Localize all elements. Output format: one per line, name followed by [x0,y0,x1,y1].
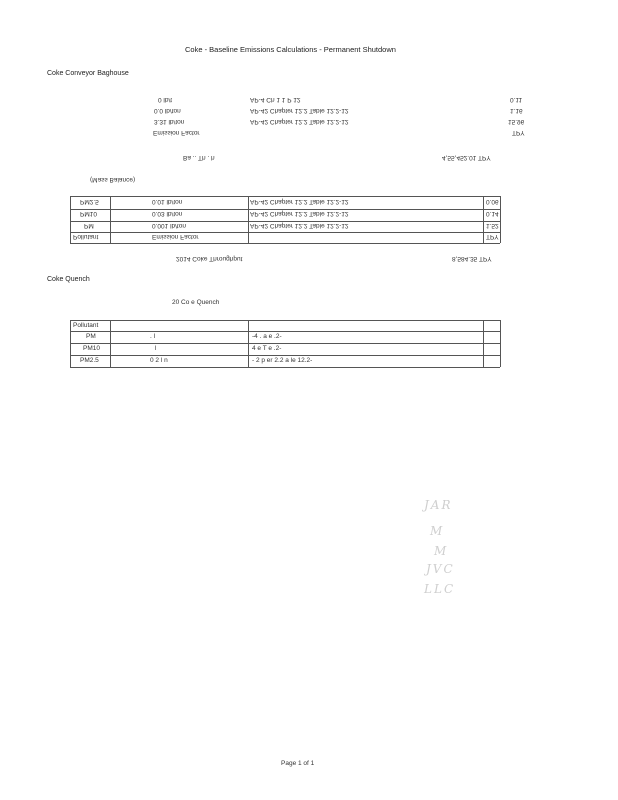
initials-line-4: JVC [426,562,455,576]
initials-line-2: M [430,524,445,538]
bh-header-pollutant: Pollutant [73,233,99,240]
bh-row-pollutant-2: PM2.5 [80,198,99,205]
initials-line-5: LLC [424,582,456,596]
upper-result-0: 0.11 [510,96,523,103]
baseline-throughput-value: 4,55,452.01 TPY [442,154,491,161]
bh-row-ref-2: AP-42 Chapter 12.2 Table 12.2-12 [250,198,349,205]
quench-heading: Coke Quench [47,276,90,283]
upper-ref-0: AP-4 Ch 1 1 P 12 [250,96,301,103]
page-number: Page 1 of 1 [281,760,315,767]
quench-row-ref-1: 4 e T e .2- [252,345,282,352]
upper-ref-1: AP-42 Chapter 12.2 Table 12.2-12 [250,107,349,114]
quench-row-factor-2: 0 2 l n [150,357,168,364]
upper-factor-2: 3.31 lb/ton [154,118,185,125]
bh-row-ref-1: AP-42 Chapter 12.2 Table 12.2-12 [250,210,349,217]
bh-row-result-0: 1.52 [486,222,499,229]
upper-result-1: 1.16 [510,107,523,114]
bh-header-factor: Emission Factor [152,233,199,240]
baghouse-heading: Coke Conveyor Baghouse [47,70,129,77]
quench-header-pollutant: Pollutant [73,322,99,329]
coke-throughput-value: 8,584.35 TPY [452,255,492,262]
upper-unit-label: TPY [512,129,525,136]
bh-row-result-1: 0.14 [486,210,499,217]
quench-row-pollutant-1: PM10 [83,345,100,352]
upper-ref-2: AP-42 Chapter 12.2 Table 12.2-12 [250,118,349,125]
quench-row-factor-1: l [155,345,157,352]
mass-balance-note: (Mass Balance) [90,176,136,183]
upper-factor-label: Emission Factor [153,129,200,136]
quench-row-factor-0: . l [150,333,156,340]
quench-throughput-label: 20 Co e Quench [172,299,220,306]
upper-factor-1: 0.0 lb/ton [154,107,181,114]
upper-factor-0: 0 lb/t [158,96,173,103]
quench-row-pollutant-2: PM2.5 [80,357,99,364]
quench-row-pollutant-0: PM [86,333,96,340]
bh-row-pollutant-0: PM [84,222,94,229]
bh-row-pollutant-1: PM10 [80,210,97,217]
initials-line-1: JAR [424,498,453,512]
bh-row-ref-0: AP-42 Chapter 12.2 Table 12.2-12 [250,222,349,229]
baseline-throughput-label: Ba .. Th . h [183,154,215,161]
page-title: Coke - Baseline Emissions Calculations - Permanent Shutdown [185,45,396,54]
upper-result-2: 15.96 [508,118,525,125]
bh-row-factor-2: 0.01 lb/ton [152,198,183,205]
bh-row-factor-1: 0.03 lb/ton [152,210,183,217]
coke-throughput-label: 2014 Coke Throughput [176,255,243,262]
bh-row-factor-0: 0.001 lb/ton [152,222,186,229]
quench-row-ref-0: -4 . a e .2- [252,333,282,340]
quench-row-ref-2: - 2 p er 2.2 a le 12.2- [252,357,313,364]
bh-header-result: TPY [486,233,499,240]
bh-row-result-2: 0.06 [486,198,499,205]
initials-line-3: M [434,544,449,558]
